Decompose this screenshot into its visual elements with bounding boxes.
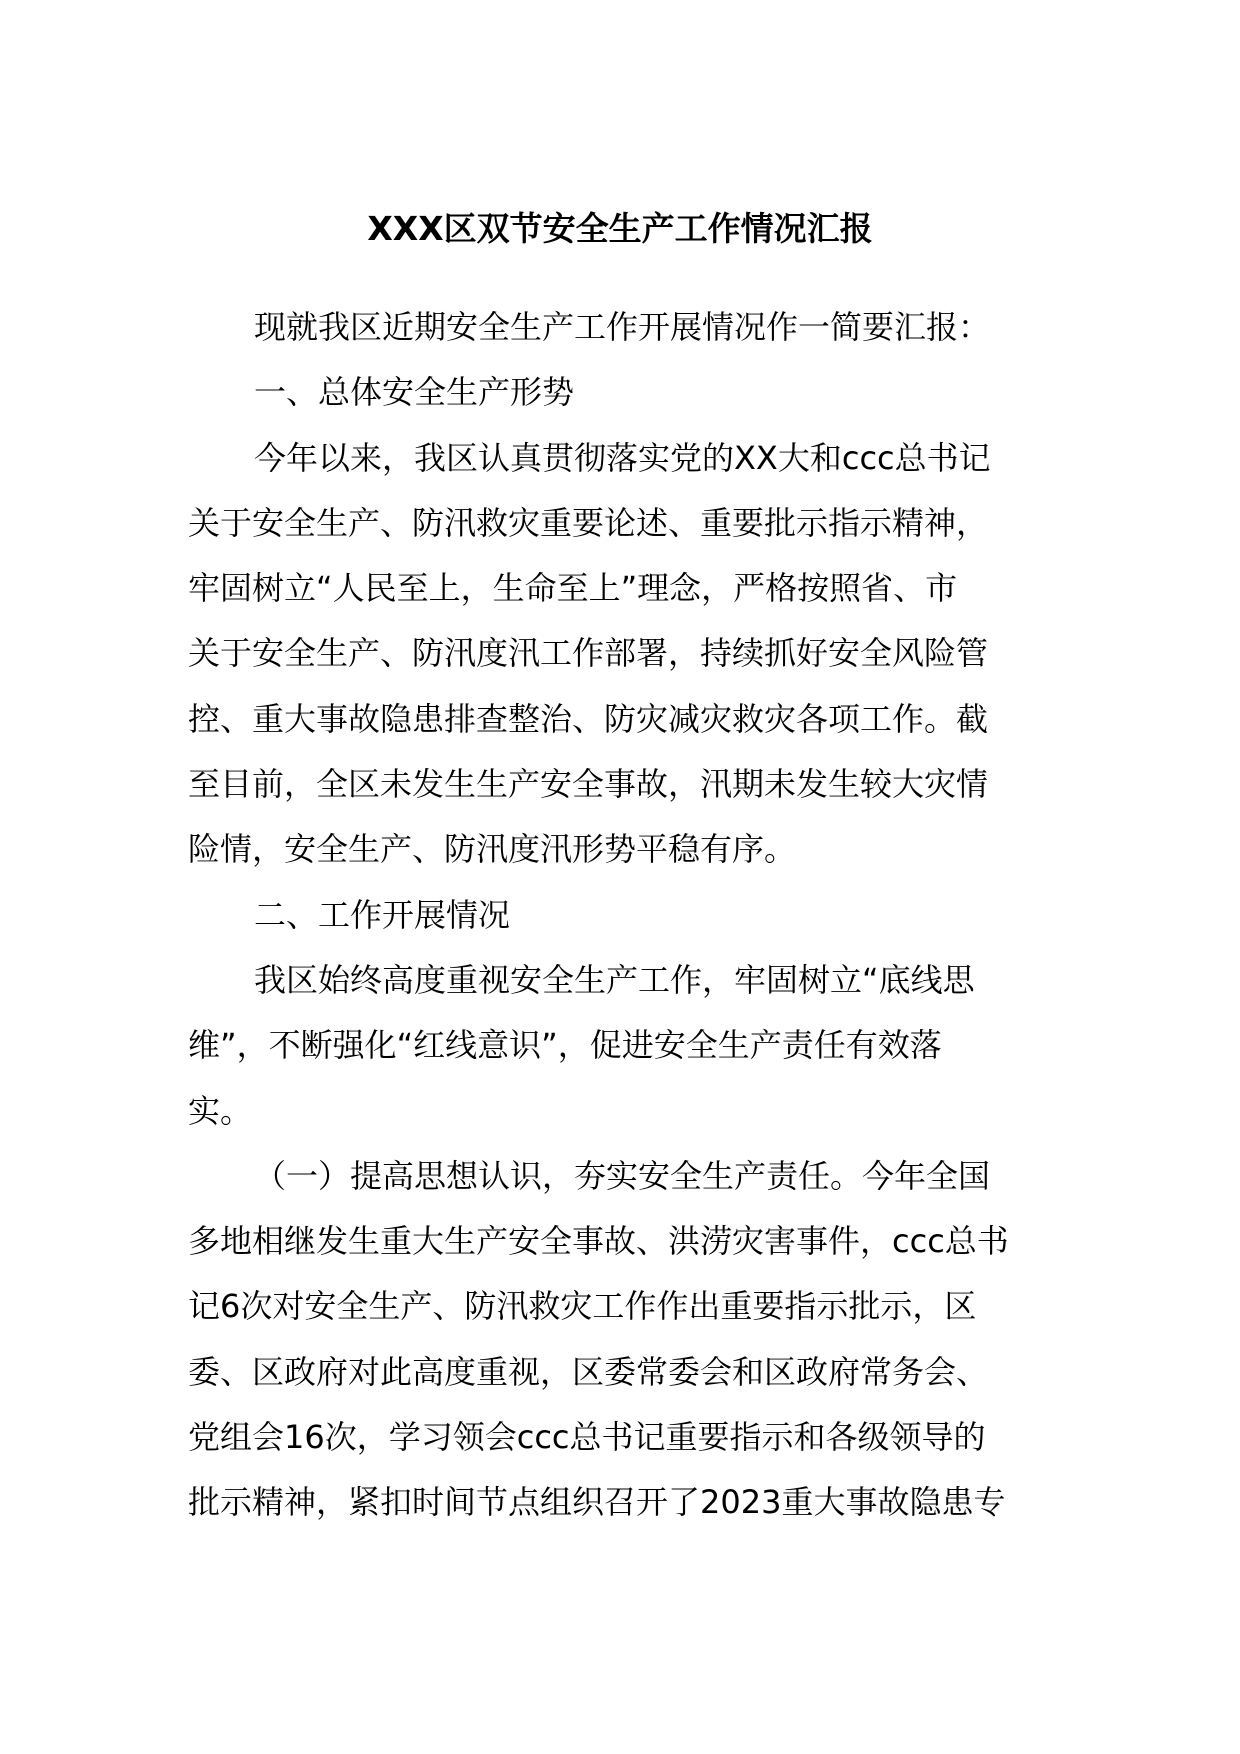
document-body — [188, 295, 1058, 1536]
document-title: XXX区双节安全生产工作情况汇报 — [367, 209, 873, 248]
paragraph-line: 险情，安全生产、防汛度汛形势平稳有序。 — [188, 830, 797, 869]
paragraph-line: 实。 — [188, 1091, 253, 1130]
paragraph-line: 今年以来，我区认真贯彻落实党的XX大和ccc总书记 — [254, 438, 991, 477]
paragraph-line: 批示精神，紧扣时间节点组织召开了2023重大事故隐患专 — [188, 1483, 1006, 1522]
paragraph-line: 维”，不断强化“红线意识”，促进安全生产责任有效落 — [188, 1026, 942, 1065]
paragraph-line: 记6次对安全生产、防汛救灾工作作出重要指示批示，区 — [188, 1287, 977, 1326]
paragraph-intro — [188, 295, 1058, 360]
paragraph-line: 牢固树立“人民至上，生命至上”理念，严格按照省、市 — [188, 569, 958, 608]
paragraph-line: 一、总体安全生产形势 — [254, 373, 575, 412]
paragraph-line: 控、重大事故隐患排查整治、防灾减灾救灾各项工作。截 — [188, 699, 989, 738]
paragraph-line: 党组会16次，学习领会ccc总书记重要指示和各级领导的 — [188, 1418, 986, 1457]
paragraph-line: 委、区政府对此高度重视，区委常委会和区政府常务会、 — [188, 1352, 989, 1391]
paragraph-line: 二、工作开展情况 — [254, 895, 511, 934]
paragraph-line: 关于安全生产、防汛救灾重要论述、重要批示指示精神， — [188, 503, 989, 542]
section-heading-2 — [188, 883, 1058, 948]
paragraph-line: 多地相继发生重大生产安全事故、洪涝灾害事件，ccc总书 — [188, 1222, 1009, 1261]
paragraph-situation — [188, 426, 1058, 883]
section-heading-1 — [188, 360, 1058, 425]
paragraph-line: 现就我区近期安全生产工作开展情况作一简要汇报： — [254, 308, 991, 346]
paragraph-line: 至目前，全区未发生生产安全事故，汛期未发生较大灾情 — [188, 765, 989, 804]
paragraph-subsection-1 — [188, 1144, 1058, 1536]
paragraph-line: 关于安全生产、防汛度汛工作部署，持续抓好安全风险管 — [188, 634, 989, 673]
paragraph-work-overview — [188, 948, 1058, 1144]
paragraph-line: 我区始终高度重视安全生产工作，牢固树立“底线思 — [254, 960, 975, 999]
paragraph-line: （一）提高思想认识，夯实安全生产责任。今年全国 — [254, 1156, 991, 1195]
